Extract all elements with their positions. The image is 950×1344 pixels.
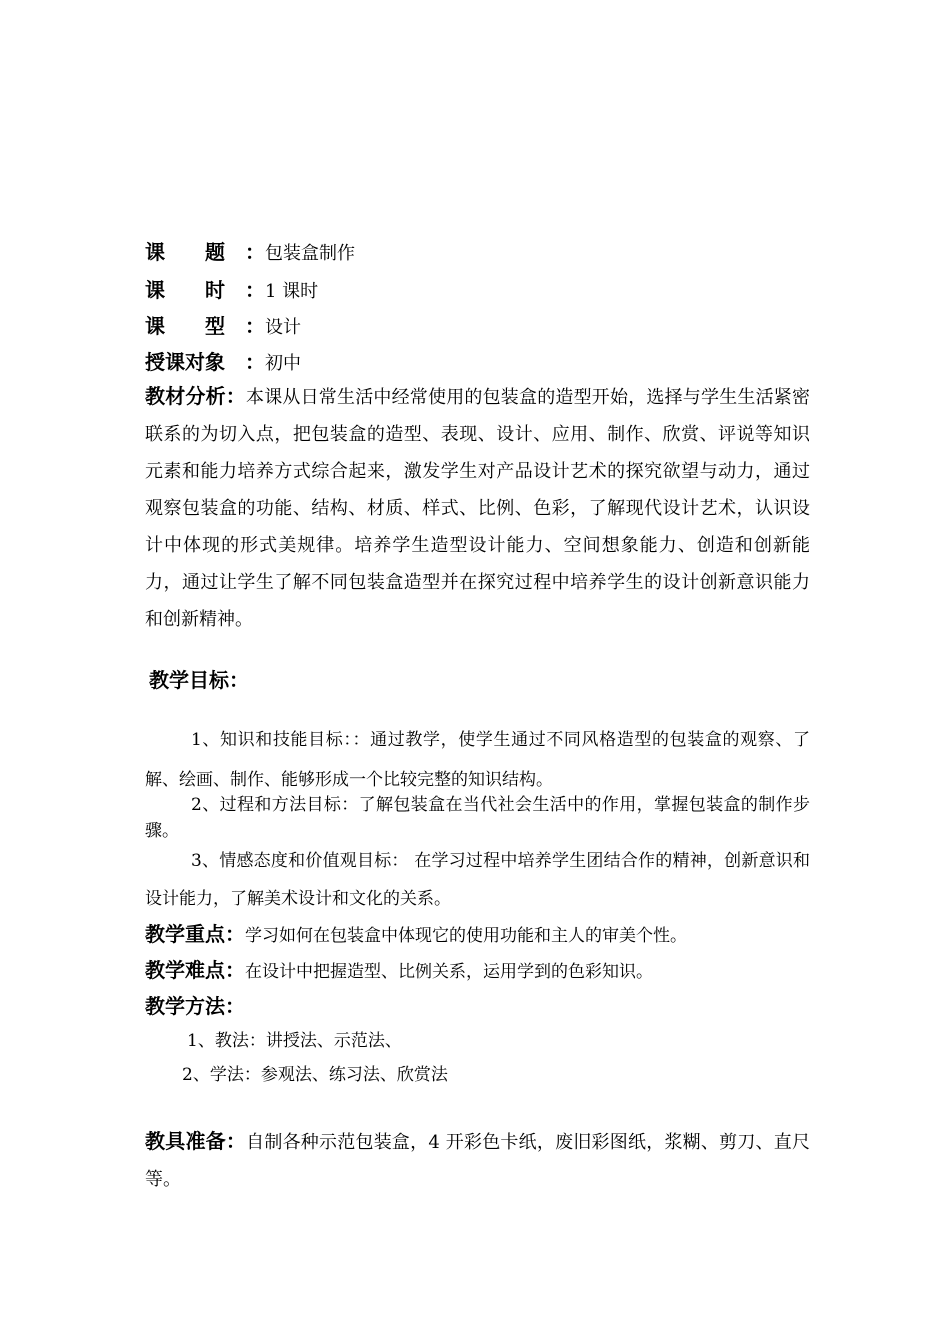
- meta-type-colon: ：: [245, 314, 265, 338]
- materials-label: 教具准备：: [145, 1129, 247, 1153]
- meta-topic-value: 包装盒制作: [265, 243, 355, 264]
- meta-audience-colon: ：: [245, 350, 265, 374]
- method-learning: 2、学法：参观法、练习法、欣赏法: [182, 1065, 448, 1085]
- key-points-text: 学习如何在包装盒中体现它的使用功能和主人的审美个性。: [245, 926, 687, 946]
- meta-audience-label: 授课对象: [145, 350, 225, 374]
- difficulties: [145, 954, 815, 983]
- meta-type-label: 课 型: [145, 314, 225, 338]
- objectives-heading: 教学目标：: [149, 668, 249, 692]
- key-points-label: 教学重点：: [145, 922, 245, 946]
- analysis-label: 教材分析：: [145, 384, 246, 408]
- meta-type-value: 设计: [265, 317, 301, 338]
- objective-item-3: 3、情感态度和价值观目标： 在学习过程中培养学生团结合作的精神，创新意识和设计能力，了解美术设计和文化的关系。: [145, 851, 810, 909]
- meta-hours-value: 1 课时: [265, 281, 319, 302]
- method-teaching: 1、教法：讲授法、示范法、: [187, 1031, 402, 1051]
- materials-text: 自制各种示范包装盒，4 开彩色卡纸，废旧彩图纸，浆糊、剪刀、直尺等。: [145, 1132, 811, 1190]
- objective-item-1: 1、知识和技能目标：：通过教学，使学生通过不同风格造型的包装盒的观察、了解、绘画、制作、能够形成一个比较完整的知识结构。: [145, 730, 810, 790]
- difficulties-label: 教学难点：: [145, 958, 245, 982]
- materials-paragraph: [145, 1123, 810, 1198]
- analysis-paragraph: [145, 378, 810, 638]
- methods-heading: 教学方法：: [145, 994, 245, 1018]
- meta-hours: [145, 274, 815, 303]
- meta-topic: [145, 236, 815, 265]
- meta-type: [145, 310, 815, 339]
- meta-topic-label: 课 题: [145, 240, 225, 264]
- meta-hours-label: 课 时: [145, 278, 225, 302]
- meta-audience-value: 初中: [265, 353, 301, 374]
- meta-topic-colon: ：: [245, 240, 265, 264]
- analysis-text: 本课从日常生活中经常使用的包装盒的造型开始，选择与学生生活紧密联系的为切入点，把包装盒的造型、表现、设计、应用、制作、欣赏、评说等知识元素和能力培养方式综合起来，激发学生对产品设计艺术的探究欲望与动力，通过观察包装盒的功能、结构、材质、样式、比例、色彩，了解现代设计艺术，认识设计中体现的形式美规律。培养学生造型设计能力、空间想象能力、创造和创新能力，通过让学生了解不同包装盒造型并在探究过程中培养学生的设计创新意识能力和创新精神。: [145, 387, 810, 630]
- meta-hours-colon: ：: [245, 278, 265, 302]
- meta-audience: [145, 346, 815, 375]
- difficulties-text: 在设计中把握造型、比例关系，运用学到的色彩知识。: [245, 962, 653, 982]
- objective-item-2: 2、过程和方法目标：了解包装盒在当代社会生活中的作用，掌握包装盒的制作步骤。: [145, 795, 810, 841]
- key-points: [145, 918, 815, 947]
